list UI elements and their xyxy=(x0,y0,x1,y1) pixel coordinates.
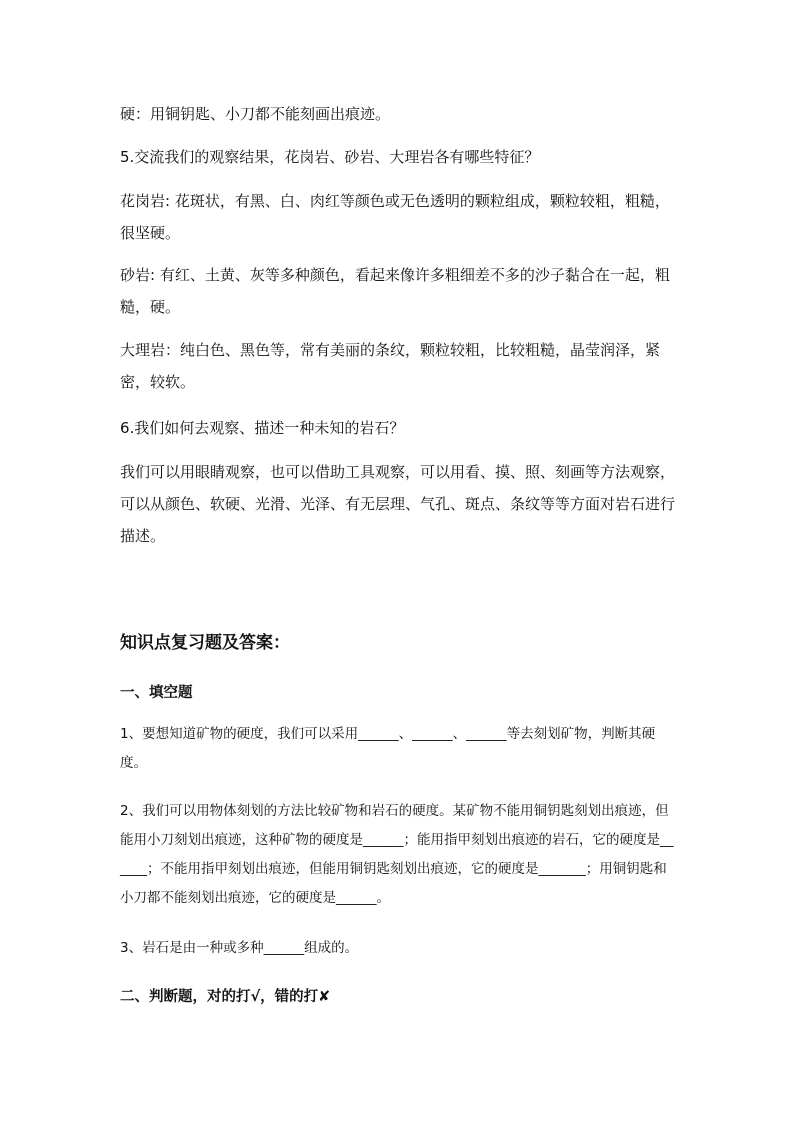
marble-description: 大理岩：纯白色、黑色等，常有美丽的条纹，颗粒较粗，比较粗糙，晶莹润泽，紧密，较软。 xyxy=(120,341,661,391)
sandstone-description: 砂岩: 有红、土黄、灰等多种颜色，看起来像许多粗细差不多的沙子黏合在一起，粗糙，硬。 xyxy=(120,266,670,316)
question-6: 6.我们如何去观察、描述一种未知的岩石？ xyxy=(120,419,405,437)
fill-item-1: 1、要想知道矿物的硬度，我们可以采用______、______、______等去刻划矿物，判断其硬度。 xyxy=(120,726,656,771)
question-5: 5.交流我们的观察结果，花岗岩、砂岩、大理岩各有哪些特征？ xyxy=(120,148,540,166)
fill-item-3: 3、岩石是由一种或多种______组成的。 xyxy=(120,940,359,956)
answer-6: 我们可以用眼睛观察，也可以借助工具观察，可以用看、摸、照、刻画等方法观察，可以从颜色、软硬、光滑、光泽、有无层理、气孔、斑点、条纹等等方面对岩石进行描述。 xyxy=(120,463,676,545)
granite-description: 花岗岩: 花斑状，有黑、白、肉红等颜色或无色透明的颗粒组成，颗粒较粗，粗糙，很坚硬。 xyxy=(120,192,670,242)
section-fill-in-blank: 一、填空题 xyxy=(120,685,193,701)
hardness-hard-line: 硬：用铜钥匙、小刀都不能刻画出痕迹。 xyxy=(120,105,391,123)
review-title: 知识点复习题及答案： xyxy=(120,633,290,653)
section-true-false: 二、判断题，对的打√，错的打✘ xyxy=(120,989,331,1005)
fill-item-2: 2、我们可以用物体刻划的方法比较矿物和岩石的硬度。某矿物不能用铜钥匙刻划出痕迹，但能用小刀刻划出痕迹，这种矿物的硬度是______；能用指甲刻划出痕迹的岩石，它的硬度是______；不能用指甲刻划出痕迹，但能用铜钥匙刻划出痕迹，它的硬度是_______；用铜钥匙和小刀都不能刻划出痕迹，它的硬度是______。 xyxy=(120,803,674,906)
